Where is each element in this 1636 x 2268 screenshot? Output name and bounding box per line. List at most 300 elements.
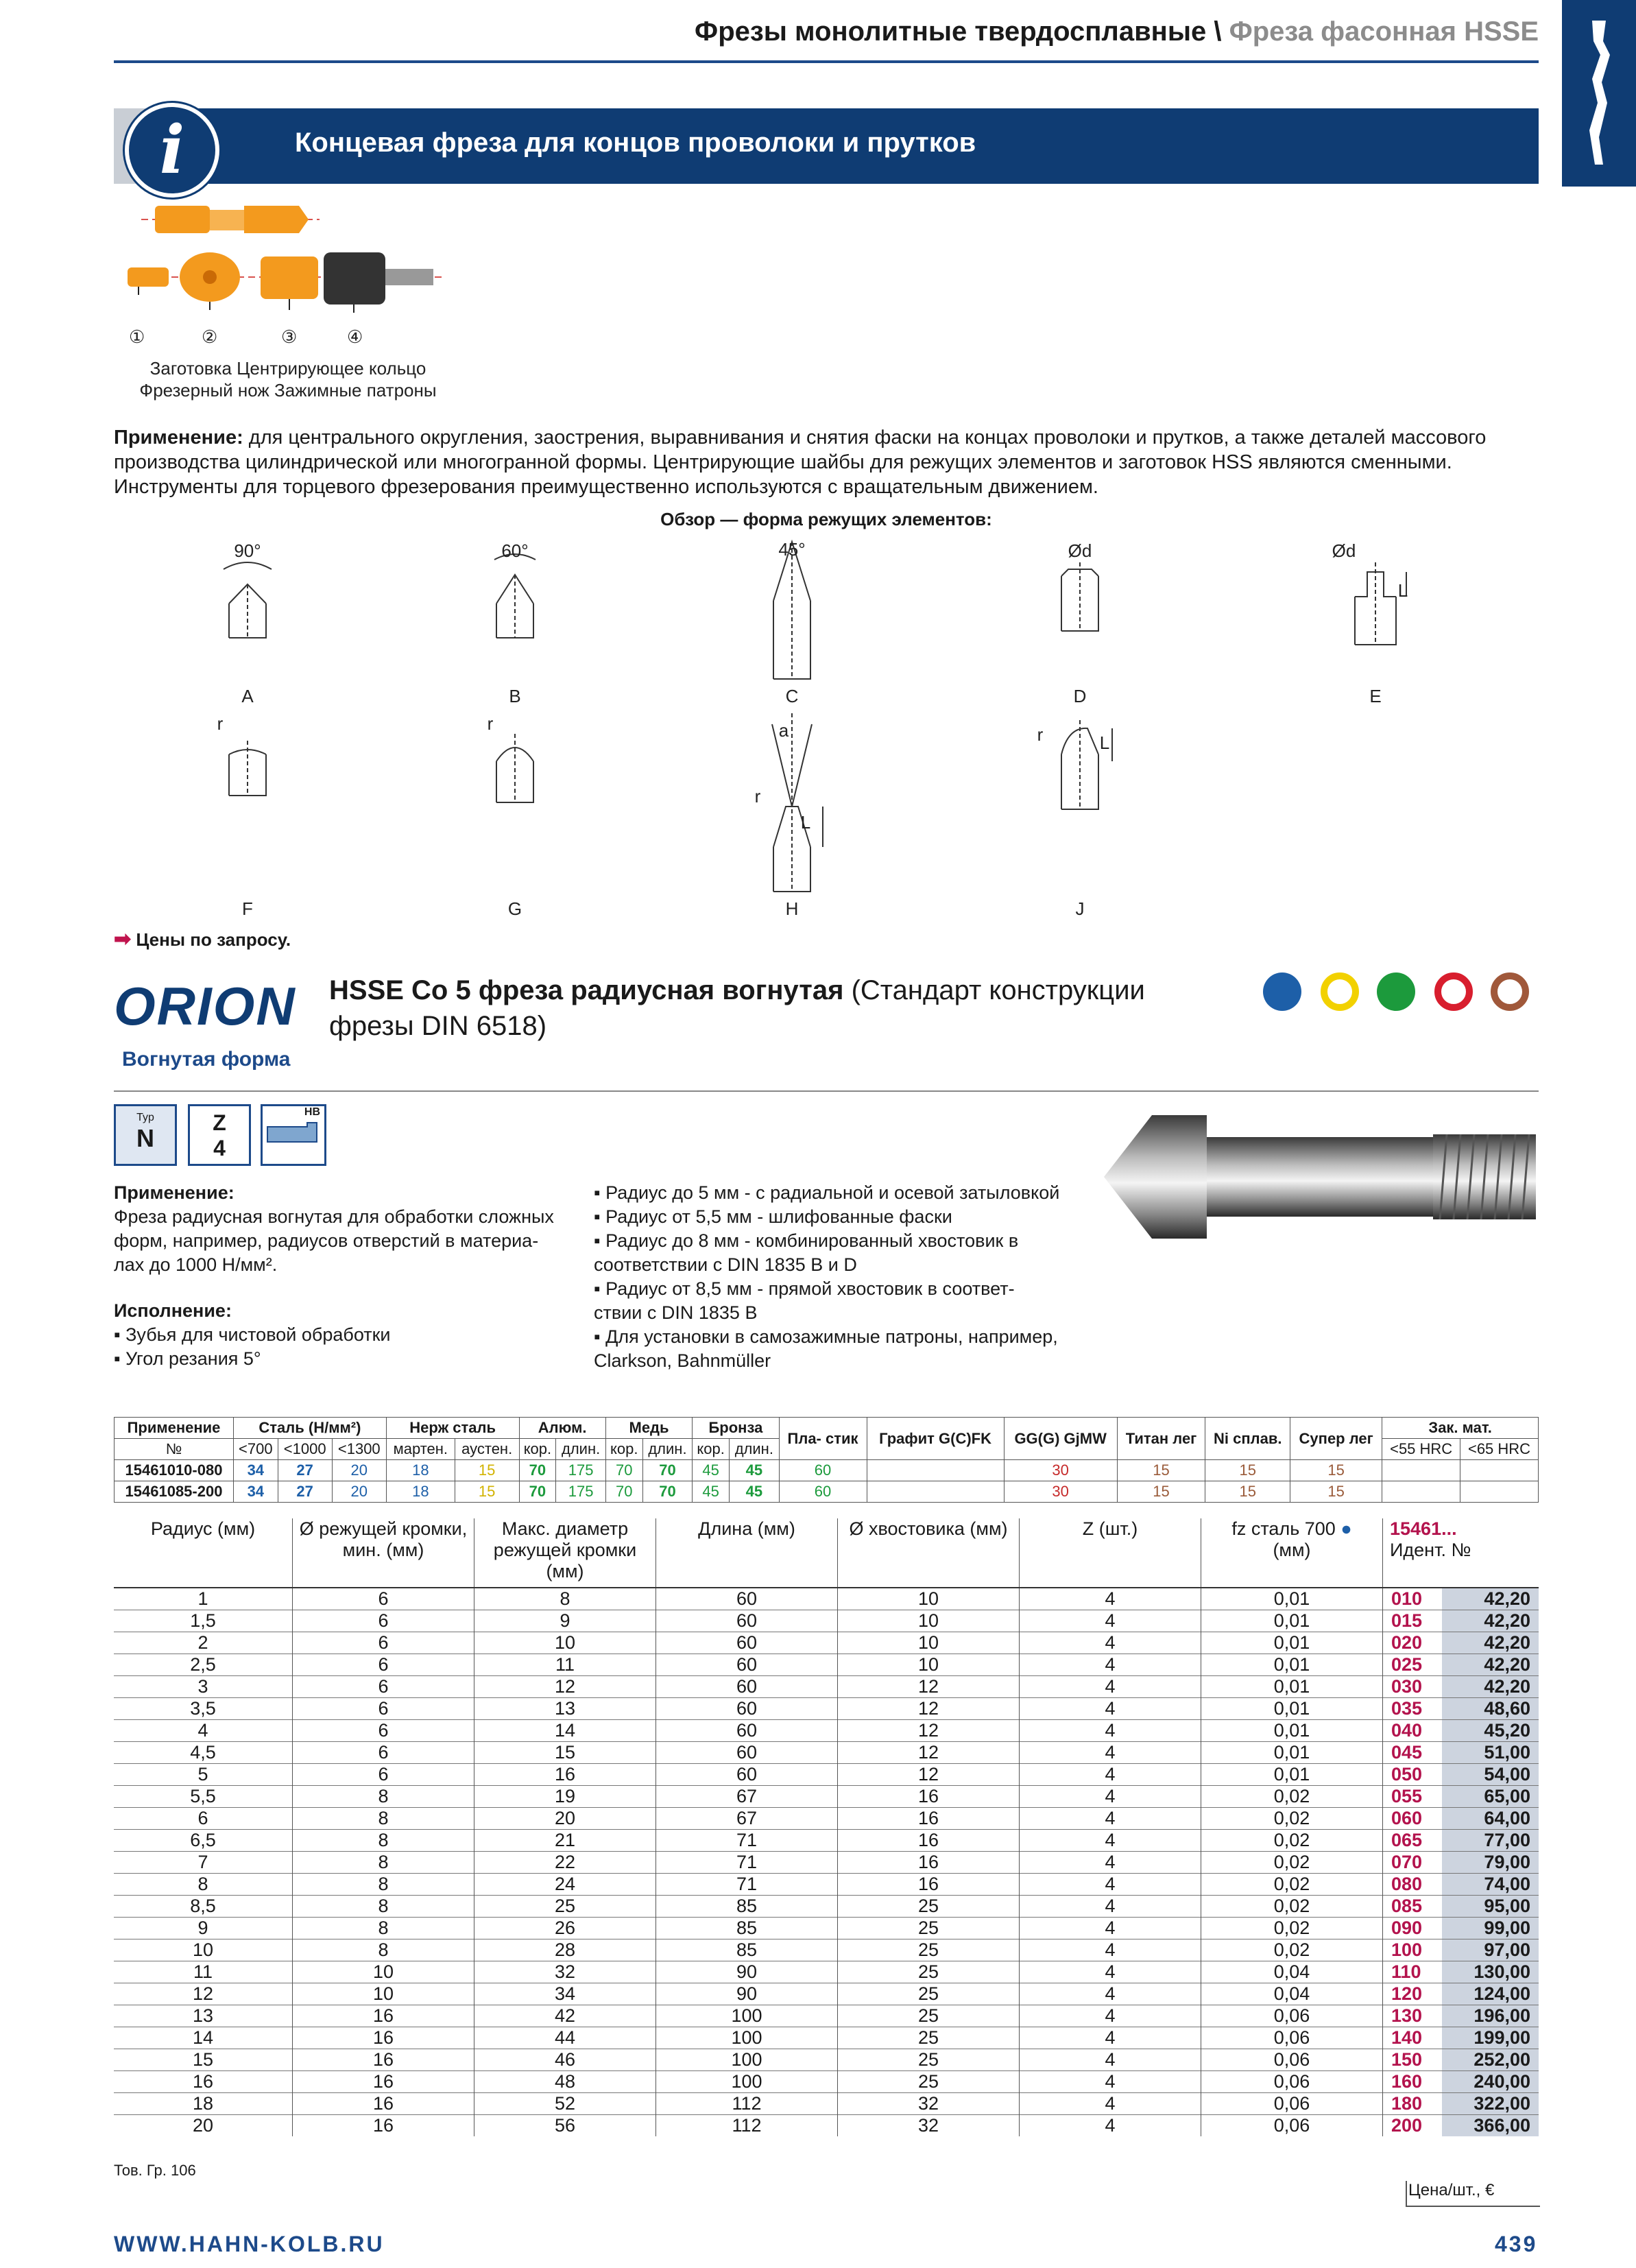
table-cell: 85 <box>656 1896 838 1918</box>
table-cell: 2 <box>114 1632 293 1654</box>
cell: 175 <box>556 1481 606 1503</box>
th-sub: аустен. <box>455 1439 519 1460</box>
shape-a-angle: 90° <box>234 540 261 561</box>
table-cell: 25 <box>838 1939 1020 1961</box>
table-cell: 0,02 <box>1201 1830 1383 1852</box>
table-row <box>114 1654 1539 1676</box>
table-cell: 8 <box>293 1918 474 1939</box>
table-cell: 46 <box>474 2049 656 2071</box>
table-cell: 4,5 <box>114 1742 293 1764</box>
th-superalloy: Супер лег <box>1290 1418 1382 1460</box>
table-cell: 100 <box>656 2027 838 2049</box>
application2-block <box>114 1181 566 1371</box>
table-cell: 16 <box>838 1786 1020 1808</box>
table-cell: 16 <box>293 2071 474 2093</box>
th-copper: Медь <box>605 1418 692 1439</box>
cell: 15 <box>455 1460 519 1481</box>
table-cell: 25 <box>838 2049 1020 2071</box>
table-row <box>114 2093 1539 2115</box>
table-row <box>114 2071 1539 2093</box>
table-cell: 4 <box>1020 1961 1201 1983</box>
product-subtitle: Вогнутая форма <box>122 1048 291 1071</box>
table-cell: 71 <box>656 1852 838 1874</box>
feature-bullet: ▪ Для установки в самозажимные патроны, например, Clarkson, Bahnmüller <box>594 1326 1058 1371</box>
table-cell: 0,04 <box>1201 1983 1383 2005</box>
table-cell: 0,06 <box>1201 2115 1383 2137</box>
shape-h-length: L <box>800 812 811 833</box>
shape-d-angle: Ød <box>1068 540 1092 561</box>
material-dot-green <box>1377 972 1415 1011</box>
th-steel: Сталь (Н/мм²) <box>234 1418 387 1439</box>
price-unit: Цена/шт., € <box>1408 2181 1495 2199</box>
price-cell: 74,00 <box>1442 1874 1539 1896</box>
table-cell: 4 <box>1020 1896 1201 1918</box>
cell: 60 <box>779 1460 867 1481</box>
feature-bullet: ▪ Радиус от 5,5 мм - шлифованные фаски <box>594 1206 952 1227</box>
table-cell: 8,5 <box>114 1896 293 1918</box>
table-cell: 4 <box>1020 1676 1201 1698</box>
table-cell: 6 <box>293 1632 474 1654</box>
table-cell: 16 <box>838 1808 1020 1830</box>
table-cell: 15 <box>114 2049 293 2071</box>
th-cast-iron: GG(G) GjMW <box>1004 1418 1117 1460</box>
th-sub: длин. <box>642 1439 693 1460</box>
table-cell: 0,01 <box>1201 1720 1383 1742</box>
table-row <box>115 1481 1539 1503</box>
price-cell: 42,20 <box>1442 1676 1539 1698</box>
ident-code: 050 <box>1383 1764 1442 1786</box>
table-cell: 0,02 <box>1201 1808 1383 1830</box>
shape-c-letter: C <box>785 686 799 706</box>
th-sub: <1000 <box>278 1439 332 1460</box>
cell: 27 <box>278 1460 332 1481</box>
th-sub: мартен. <box>386 1439 455 1460</box>
table-cell: 28 <box>474 1939 656 1961</box>
table-row <box>114 1983 1539 2005</box>
table-cell: 0,02 <box>1201 1786 1383 1808</box>
shapes-overview <box>114 535 1539 919</box>
table-cell: 4 <box>1020 1632 1201 1654</box>
table-cell: 4 <box>1020 2005 1201 2027</box>
price-note-text: Цены по запросу. <box>136 929 291 950</box>
table-cell: 32 <box>838 2093 1020 2115</box>
cell: 45 <box>730 1460 780 1481</box>
cell <box>1382 1481 1460 1503</box>
footer-url[interactable]: WWW.HAHN-KOLB.RU <box>114 2232 385 2256</box>
table-row <box>114 1939 1539 1961</box>
table-cell: 4 <box>1020 2049 1201 2071</box>
cell <box>867 1481 1004 1503</box>
execution-item-text: Угол резания 5° <box>125 1348 261 1369</box>
application2-label: Применение: <box>114 1182 234 1203</box>
table-cell: 67 <box>656 1808 838 1830</box>
table-cell: 4 <box>1020 1588 1201 1610</box>
price-cell: 240,00 <box>1442 2071 1539 2093</box>
table-cell: 21 <box>474 1830 656 1852</box>
cell: 70 <box>605 1460 642 1481</box>
th-max-diameter: Макс. диаметр режущей кромки (мм) <box>474 1518 656 1588</box>
table-cell: 11 <box>114 1961 293 1983</box>
table-cell: 25 <box>474 1896 656 1918</box>
table-cell: 0,01 <box>1201 1764 1383 1786</box>
table-cell: 18 <box>114 2093 293 2115</box>
table-cell: 25 <box>838 1896 1020 1918</box>
th-sub: кор. <box>605 1439 642 1460</box>
price-cell: 97,00 <box>1442 1939 1539 1961</box>
application2-text: Фреза радиусная вогнутая для обработки сложных форм, например, радиусов отверстий в материа- лах до 1000 Н/мм². <box>114 1206 554 1275</box>
table-cell: 85 <box>656 1939 838 1961</box>
price-cell: 48,60 <box>1442 1698 1539 1720</box>
table-cell: 25 <box>838 1918 1020 1939</box>
table-row <box>114 1830 1539 1852</box>
table-cell: 4 <box>1020 2093 1201 2115</box>
price-cell: 42,20 <box>1442 1588 1539 1610</box>
table-cell: 8 <box>293 1852 474 1874</box>
cell: 60 <box>779 1481 867 1503</box>
page-header-title <box>110 16 1539 47</box>
table-cell: 25 <box>838 2071 1020 2093</box>
cell: 18 <box>386 1481 455 1503</box>
price-cell: 54,00 <box>1442 1764 1539 1786</box>
th-number: № <box>115 1439 234 1460</box>
z-value: 4 <box>213 1136 226 1160</box>
ident-code: 180 <box>1383 2093 1442 2115</box>
table-cell: 0,01 <box>1201 1654 1383 1676</box>
table-row <box>114 1918 1539 1939</box>
table-cell: 26 <box>474 1918 656 1939</box>
tool-photo <box>1076 1095 1550 1259</box>
ident-code: 055 <box>1383 1786 1442 1808</box>
shape-a-letter: A <box>241 686 254 706</box>
table-cell: 100 <box>656 2049 838 2071</box>
product-rule <box>114 1090 1539 1092</box>
table-cell: 1,5 <box>114 1610 293 1632</box>
table-cell: 6 <box>293 1742 474 1764</box>
info-icon: i <box>125 103 219 198</box>
table-cell: 12 <box>838 1764 1020 1786</box>
table-cell: 71 <box>656 1830 838 1852</box>
diagram-caption-2: Фрезерный нож Зажимные патроны <box>139 380 437 401</box>
table-cell: 6 <box>114 1808 293 1830</box>
table-cell: 25 <box>838 2027 1020 2049</box>
th-sub: <1300 <box>332 1439 386 1460</box>
table-cell: 6 <box>293 1720 474 1742</box>
th-ident-prefix: 15461... <box>1390 1518 1457 1539</box>
th-sub: кор. <box>693 1439 730 1460</box>
th-fz <box>1201 1518 1383 1588</box>
cell: 45 <box>693 1481 730 1503</box>
th-sub: <700 <box>234 1439 278 1460</box>
table-cell: 8 <box>293 1786 474 1808</box>
th-sub: <65 HRC <box>1460 1439 1539 1460</box>
table-cell: 4 <box>1020 1983 1201 2005</box>
th-application: Применение <box>115 1418 234 1439</box>
table-cell: 10 <box>114 1939 293 1961</box>
table-cell: 25 <box>838 1961 1020 1983</box>
table-cell: 11 <box>474 1654 656 1676</box>
table-cell: 42 <box>474 2005 656 2027</box>
ident-code: 020 <box>1383 1632 1442 1654</box>
ident-code: 040 <box>1383 1720 1442 1742</box>
price-cell: 366,00 <box>1442 2115 1539 2137</box>
callout-2: ② <box>202 326 218 347</box>
type-label: Typ <box>136 1112 154 1123</box>
table-cell: 0,06 <box>1201 2093 1383 2115</box>
price-cell: 124,00 <box>1442 1983 1539 2005</box>
table-cell: 60 <box>656 1742 838 1764</box>
table-cell: 10 <box>838 1610 1020 1632</box>
ident-code: 120 <box>1383 1983 1442 2005</box>
table-cell: 0,02 <box>1201 1918 1383 1939</box>
table-cell: 16 <box>293 2115 474 2137</box>
shape-h-letter: H <box>785 898 799 919</box>
callout-3: ③ <box>281 326 298 347</box>
execution-item: ▪ Угол резания 5° <box>114 1348 261 1369</box>
table-cell: 0,02 <box>1201 1852 1383 1874</box>
execution-item-text: Зубья для чистовой обработки <box>125 1324 391 1345</box>
feature-bullet-text: Радиус до 5 мм - с радиальной и осевой затыловкой <box>605 1182 1060 1203</box>
ident-code: 150 <box>1383 2049 1442 2071</box>
shank-label: HB <box>304 1106 320 1118</box>
shape-j-length: L <box>1099 732 1110 753</box>
table-cell: 8 <box>114 1874 293 1896</box>
table-cell: 60 <box>656 1654 838 1676</box>
price-cell: 42,20 <box>1442 1632 1539 1654</box>
table-cell: 85 <box>656 1918 838 1939</box>
table-cell: 6 <box>293 1698 474 1720</box>
table-cell: 4 <box>1020 1830 1201 1852</box>
table-cell: 16 <box>293 2093 474 2115</box>
blue-dot-icon: ● <box>1340 1518 1352 1539</box>
ident-code: 010 <box>1383 1588 1442 1610</box>
table-cell: 12 <box>838 1676 1020 1698</box>
diagram-caption-1: Заготовка Центрирующее кольцо <box>149 358 426 379</box>
table-cell: 15 <box>474 1742 656 1764</box>
th-fz-label: fz сталь 700 <box>1231 1518 1336 1539</box>
table-cell: 0,01 <box>1201 1588 1383 1610</box>
product-title <box>329 972 1220 1044</box>
table-cell: 16 <box>474 1764 656 1786</box>
cell <box>867 1460 1004 1481</box>
th-fz-unit: (мм) <box>1273 1540 1311 1560</box>
ident-code: 110 <box>1383 1961 1442 1983</box>
ident-code: 140 <box>1383 2027 1442 2049</box>
cell: 20 <box>332 1481 386 1503</box>
th-shank: Ø хвостовика (мм) <box>838 1518 1020 1588</box>
table-cell: 0,01 <box>1201 1742 1383 1764</box>
shape-c-angle: 45° <box>778 539 806 560</box>
callout-1: ① <box>129 326 145 347</box>
cell: 20 <box>332 1460 386 1481</box>
banner-title: Концевая фреза для концов проволоки и прутков <box>295 128 976 158</box>
cell: 70 <box>519 1481 556 1503</box>
price-cell: 130,00 <box>1442 1961 1539 1983</box>
table-row <box>114 1676 1539 1698</box>
header-main: Фрезы монолитные твердосплавные <box>695 16 1207 47</box>
th-sub: кор. <box>519 1439 556 1460</box>
table-cell: 100 <box>656 2071 838 2093</box>
ident-code: 130 <box>1383 2005 1442 2027</box>
th-sub: <55 HRC <box>1382 1439 1460 1460</box>
table-row <box>115 1460 1539 1481</box>
table-cell: 112 <box>656 2115 838 2137</box>
table-cell: 9 <box>474 1610 656 1632</box>
price-note <box>114 927 291 951</box>
shape-e-angle: Ød <box>1332 540 1356 561</box>
table-cell: 60 <box>656 1610 838 1632</box>
shank-shape-icon <box>266 1119 321 1146</box>
table-cell: 16 <box>838 1874 1020 1896</box>
table-cell: 13 <box>474 1698 656 1720</box>
table-cell: 7 <box>114 1852 293 1874</box>
cell: 15 <box>1290 1460 1382 1481</box>
price-cell: 65,00 <box>1442 1786 1539 1808</box>
cell: 27 <box>278 1481 332 1503</box>
feature-bullet-text: Радиус от 5,5 мм - шлифованные фаски <box>605 1206 952 1227</box>
table-cell: 24 <box>474 1874 656 1896</box>
th-graphite: Графит G(C)FK <box>867 1418 1004 1460</box>
ident-code: 030 <box>1383 1676 1442 1698</box>
table-cell: 4 <box>1020 1764 1201 1786</box>
material-dot-red <box>1434 972 1473 1011</box>
table-cell: 12 <box>474 1676 656 1698</box>
execution-label: Исполнение: <box>114 1300 232 1321</box>
th-ident <box>1383 1518 1539 1588</box>
drill-icon <box>1562 0 1636 187</box>
shape-g-radius: r <box>487 713 494 734</box>
table-cell: 90 <box>656 1983 838 2005</box>
header-separator: \ <box>1206 16 1229 47</box>
table-cell: 3 <box>114 1676 293 1698</box>
table-cell: 10 <box>838 1654 1020 1676</box>
table-cell: 4 <box>1020 1720 1201 1742</box>
section-tab <box>1562 0 1636 187</box>
table-cell: 4 <box>1020 1654 1201 1676</box>
table-row <box>114 1896 1539 1918</box>
table-cell: 12 <box>114 1983 293 2005</box>
table-cell: 6 <box>293 1610 474 1632</box>
table-cell: 90 <box>656 1961 838 1983</box>
price-cell: 99,00 <box>1442 1918 1539 1939</box>
table-cell: 6,5 <box>114 1830 293 1852</box>
table-row <box>114 1742 1539 1764</box>
table-cell: 8 <box>293 1874 474 1896</box>
table-cell: 0,01 <box>1201 1610 1383 1632</box>
table-cell: 12 <box>838 1742 1020 1764</box>
th-nickel: Ni сплав. <box>1205 1418 1290 1460</box>
execution-item: ▪ Зубья для чистовой обработки <box>114 1324 391 1345</box>
ident-code: 045 <box>1383 1742 1442 1764</box>
th-hardened: Зак. мат. <box>1382 1418 1539 1439</box>
table-cell: 0,01 <box>1201 1676 1383 1698</box>
table-cell: 8 <box>474 1588 656 1610</box>
table-row <box>114 1786 1539 1808</box>
feature-bullets <box>594 1181 1060 1373</box>
ident-code: 160 <box>1383 2071 1442 2093</box>
table-cell: 16 <box>838 1852 1020 1874</box>
table-cell: 25 <box>838 2005 1020 2027</box>
table-cell: 4 <box>1020 1939 1201 1961</box>
table-cell: 4 <box>1020 1698 1201 1720</box>
z-label: Z <box>213 1110 226 1135</box>
th-stainless: Нерж сталь <box>386 1418 519 1439</box>
table-row <box>114 1588 1539 1610</box>
header-sub: Фреза фасонная HSSE <box>1229 16 1539 47</box>
shank-icon <box>261 1104 326 1166</box>
cell: 15 <box>1205 1460 1290 1481</box>
table-row <box>114 1874 1539 1896</box>
table-row <box>114 2005 1539 2027</box>
table-cell: 60 <box>656 1698 838 1720</box>
table-cell: 4 <box>1020 1918 1201 1939</box>
price-cell: 322,00 <box>1442 2093 1539 2115</box>
main-table-body <box>114 1588 1539 2136</box>
table-row <box>114 1632 1539 1654</box>
table-row <box>114 1698 1539 1720</box>
shape-e-letter: E <box>1369 686 1382 706</box>
wire-end-diagram <box>114 192 470 347</box>
table-cell: 1 <box>114 1588 293 1610</box>
th-plastic: Пла- стик <box>779 1418 867 1460</box>
brand-logo: ORION <box>114 976 296 1036</box>
table-cell: 60 <box>656 1676 838 1698</box>
table-cell: 4 <box>114 1720 293 1742</box>
price-cell: 196,00 <box>1442 2005 1539 2027</box>
overview-title: Обзор — форма режущих элементов: <box>660 509 992 529</box>
table-cell: 4 <box>1020 1852 1201 1874</box>
th-z: Z (шт.) <box>1020 1518 1201 1588</box>
table-cell: 6 <box>293 1588 474 1610</box>
ident-code: 080 <box>1383 1874 1442 1896</box>
cell <box>1460 1460 1539 1481</box>
cell: 175 <box>556 1460 606 1481</box>
arrow-icon: ➡ <box>114 928 132 951</box>
product-title-bold: HSSE Co 5 фреза радиусная вогнутая <box>329 975 844 1005</box>
ident-code: 200 <box>1383 2115 1442 2137</box>
cell: 70 <box>519 1460 556 1481</box>
ident-code: 025 <box>1383 1654 1442 1676</box>
table-row <box>114 1764 1539 1786</box>
shape-f-radius: r <box>217 713 224 734</box>
cell: 15 <box>455 1481 519 1503</box>
table-cell: 14 <box>474 1720 656 1742</box>
table-header-row <box>115 1418 1539 1439</box>
material-application-table <box>114 1417 1539 1503</box>
table-cell: 4 <box>1020 2115 1201 2137</box>
article-number: 15461010-080 <box>115 1460 234 1481</box>
table-cell: 20 <box>114 2115 293 2137</box>
table-cell: 13 <box>114 2005 293 2027</box>
table-row <box>114 2049 1539 2071</box>
ident-code: 085 <box>1383 1896 1442 1918</box>
feature-bullet-text: Для установки в самозажимные патроны, например, Clarkson, Bahnmüller <box>594 1326 1058 1371</box>
table-cell: 20 <box>474 1808 656 1830</box>
price-cell: 199,00 <box>1442 2027 1539 2049</box>
price-cell: 95,00 <box>1442 1896 1539 1918</box>
th-bronze: Бронза <box>693 1418 779 1439</box>
table-cell: 16 <box>293 2027 474 2049</box>
shape-d-letter: D <box>1073 686 1087 706</box>
table-cell: 32 <box>838 2115 1020 2137</box>
table-cell: 0,01 <box>1201 1632 1383 1654</box>
table-cell: 71 <box>656 1874 838 1896</box>
cell <box>1382 1460 1460 1481</box>
application-label: Применение: <box>114 427 243 449</box>
cell: 34 <box>234 1481 278 1503</box>
table-cell: 0,02 <box>1201 1939 1383 1961</box>
price-cell: 252,00 <box>1442 2049 1539 2071</box>
material-dot-blue <box>1263 972 1301 1011</box>
